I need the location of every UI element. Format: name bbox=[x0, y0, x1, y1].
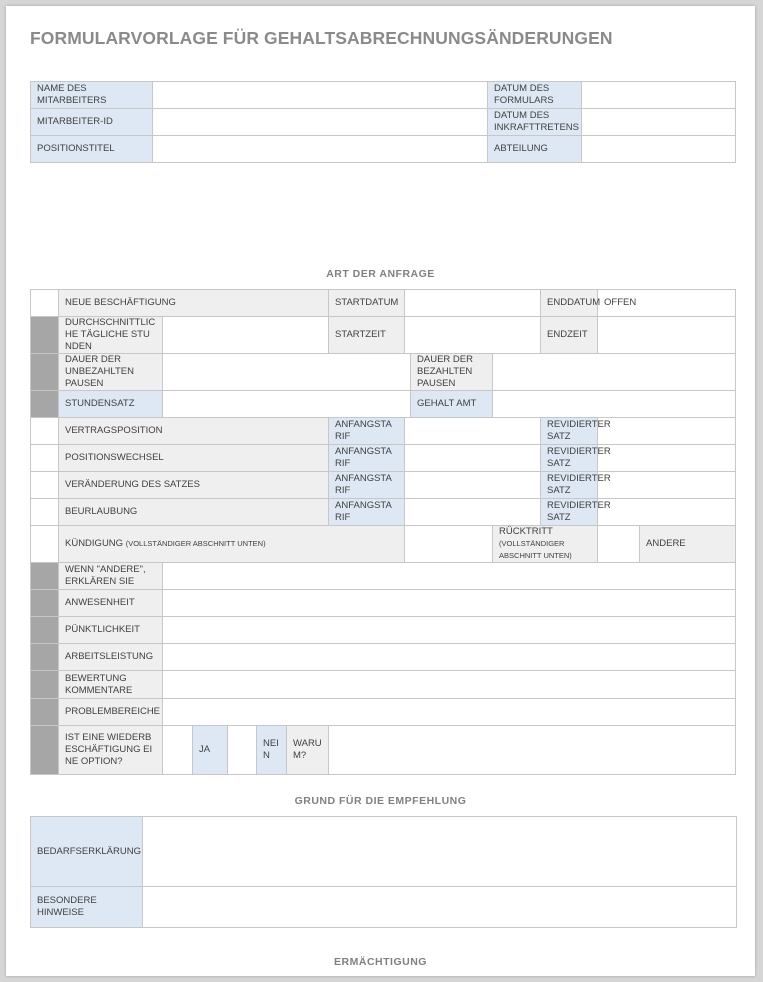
rehire-why-field[interactable] bbox=[329, 726, 735, 774]
resignation-label bbox=[493, 526, 598, 563]
rate-change-initial-rate-field[interactable] bbox=[405, 472, 541, 499]
row-marker bbox=[31, 726, 59, 775]
start-date-label: STARTDATUM bbox=[329, 290, 405, 317]
employee-id-field[interactable] bbox=[153, 109, 488, 136]
row-marker bbox=[31, 699, 59, 726]
form-date-label: DATUM DES FORMULARS bbox=[488, 82, 582, 109]
contract-position-checkbox[interactable] bbox=[31, 418, 59, 445]
rate-change-revised-rate-field[interactable] bbox=[598, 472, 736, 499]
attendance-label: ANWESENHEIT bbox=[59, 590, 163, 617]
initial-rate-label: ANFANGSTARIF bbox=[329, 499, 405, 526]
position-change-initial-rate-field[interactable] bbox=[405, 445, 541, 472]
salary-office-label: GEHALT AMT bbox=[411, 391, 493, 418]
leave-revised-rate-field[interactable] bbox=[598, 499, 736, 526]
needs-statement-label: BEDARFSERKLÄRUNG bbox=[31, 817, 143, 887]
open-option[interactable]: OFFEN bbox=[598, 290, 736, 317]
initial-rate-label: ANFANGSTARIF bbox=[329, 418, 405, 445]
department-field[interactable] bbox=[582, 136, 736, 163]
special-notes-label: BESONDERE HINWEISE bbox=[31, 887, 143, 928]
rehire-yes-label: JA bbox=[193, 726, 228, 774]
termination-note: (VOLLSTÄNDIGER ABSCHNITT UNTEN) bbox=[125, 539, 266, 548]
if-other-field[interactable] bbox=[163, 563, 736, 590]
termination-checkbox[interactable] bbox=[31, 526, 59, 563]
revised-rate-label: REVIDIERTER SATZ bbox=[541, 445, 598, 472]
rate-change-label: VERÄNDERUNG DES SATZES bbox=[59, 472, 329, 499]
revised-rate-label: REVIDIERTER SATZ bbox=[541, 499, 598, 526]
employee-name-label: NAME DES MITARBEITERS bbox=[31, 82, 153, 109]
end-time-field[interactable] bbox=[598, 317, 736, 354]
rehire-no-label: NEIN bbox=[257, 726, 287, 774]
initial-rate-label: ANFANGSTARIF bbox=[329, 445, 405, 472]
hourly-rate-field[interactable] bbox=[163, 391, 411, 418]
unpaid-breaks-field[interactable] bbox=[163, 354, 411, 391]
attendance-field[interactable] bbox=[163, 590, 736, 617]
rehire-option-group bbox=[163, 726, 735, 774]
leave-checkbox[interactable] bbox=[31, 499, 59, 526]
termination-label bbox=[59, 526, 405, 563]
position-change-label: POSITIONSWECHSEL bbox=[59, 445, 329, 472]
punctuality-field[interactable] bbox=[163, 617, 736, 644]
row-marker bbox=[31, 617, 59, 644]
form-date-field[interactable] bbox=[582, 82, 736, 109]
termination-text: KÜNDIGUNG bbox=[65, 538, 124, 549]
end-date-label: ENDDATUM bbox=[541, 290, 598, 317]
recommendation-reason-table bbox=[30, 816, 737, 928]
request-type-heading: ART DER ANFRAGE bbox=[326, 268, 435, 280]
row-marker bbox=[31, 563, 59, 590]
resignation-checkbox[interactable] bbox=[405, 526, 493, 563]
avg-daily-hours-field[interactable] bbox=[163, 317, 329, 354]
rehire-why-label: WARUM? bbox=[287, 726, 329, 774]
rehire-no-checkbox[interactable] bbox=[228, 726, 257, 774]
unpaid-breaks-label: DAUER DER UNBEZAHLTEN PAUSEN bbox=[59, 354, 163, 391]
effective-date-label: DATUM DES INKRAFTTRETENS bbox=[488, 109, 582, 136]
initial-rate-label: ANFANGSTARIF bbox=[329, 472, 405, 499]
avg-daily-hours-label: DURCHSCHNITTLICHE TÄGLICHE STUNDEN bbox=[59, 317, 163, 354]
row-marker bbox=[31, 391, 59, 418]
leave-initial-rate-field[interactable] bbox=[405, 499, 541, 526]
recommendation-reason-heading: GRUND FÜR DIE EMPFEHLUNG bbox=[294, 795, 467, 807]
employee-name-field[interactable] bbox=[153, 82, 488, 109]
leave-label: BEURLAUBUNG bbox=[59, 499, 329, 526]
resignation-note: (VOLLSTÄNDIGER ABSCHNITT UNTEN) bbox=[499, 539, 572, 560]
paid-breaks-label: DAUER DER BEZAHLTEN PAUSEN bbox=[411, 354, 493, 391]
other-checkbox[interactable] bbox=[598, 526, 640, 563]
if-other-label: WENN "ANDERE", ERKLÄREN SIE bbox=[59, 563, 163, 590]
end-time-label: ENDZEIT bbox=[541, 317, 598, 354]
request-type-table bbox=[30, 289, 736, 775]
row-marker bbox=[31, 590, 59, 617]
authorization-heading: ERMÄCHTIGUNG bbox=[334, 956, 427, 968]
row-marker bbox=[31, 644, 59, 671]
paid-breaks-field[interactable] bbox=[493, 354, 736, 391]
employee-id-label: MITARBEITER-ID bbox=[31, 109, 153, 136]
position-title-label: POSITIONSTITEL bbox=[31, 136, 153, 163]
work-performance-field[interactable] bbox=[163, 644, 736, 671]
rehire-option-label: IST EINE WIEDERBESCHÄFTIGUNG EINE OPTION? bbox=[59, 726, 163, 775]
revised-rate-label: REVIDIERTER SATZ bbox=[541, 418, 598, 445]
evaluation-comments-field[interactable] bbox=[163, 671, 736, 699]
row-marker bbox=[31, 317, 59, 354]
contract-initial-rate-field[interactable] bbox=[405, 418, 541, 445]
start-time-field[interactable] bbox=[405, 317, 541, 354]
hourly-rate-label: STUNDENSATZ bbox=[59, 391, 163, 418]
department-label: ABTEILUNG bbox=[488, 136, 582, 163]
work-performance-label: ARBEITSLEISTUNG bbox=[59, 644, 163, 671]
resignation-text: RÜCKTRITT bbox=[499, 526, 553, 537]
position-change-revised-rate-field[interactable] bbox=[598, 445, 736, 472]
effective-date-field[interactable] bbox=[582, 109, 736, 136]
start-time-label: STARTZEIT bbox=[329, 317, 405, 354]
rehire-option-cell bbox=[163, 726, 736, 775]
position-change-checkbox[interactable] bbox=[31, 445, 59, 472]
needs-statement-field[interactable] bbox=[143, 817, 737, 887]
evaluation-comments-label: BEWERTUNG KOMMENTARE bbox=[59, 671, 163, 699]
employee-info-table bbox=[30, 81, 736, 163]
rehire-yes-checkbox[interactable] bbox=[163, 726, 193, 774]
revised-rate-label: REVIDIERTER SATZ bbox=[541, 472, 598, 499]
contract-revised-rate-field[interactable] bbox=[598, 418, 736, 445]
new-employment-checkbox[interactable] bbox=[31, 290, 59, 317]
salary-office-field[interactable] bbox=[493, 391, 736, 418]
form-page bbox=[6, 6, 755, 976]
contract-position-label: VERTRAGSPOSITION bbox=[59, 418, 329, 445]
row-marker bbox=[31, 354, 59, 391]
row-marker bbox=[31, 671, 59, 699]
rate-change-checkbox[interactable] bbox=[31, 472, 59, 499]
special-notes-field[interactable] bbox=[143, 887, 737, 928]
new-employment-label: NEUE BESCHÄFTIGUNG bbox=[59, 290, 329, 317]
punctuality-label: PÜNKTLICHKEIT bbox=[59, 617, 163, 644]
start-date-field[interactable] bbox=[405, 290, 541, 317]
other-label: ANDERE bbox=[640, 526, 736, 563]
position-title-field[interactable] bbox=[153, 136, 488, 163]
page-title: FORMULARVORLAGE FÜR GEHALTSABRECHNUNGSÄNDERUNGEN bbox=[30, 28, 613, 48]
problem-areas-field[interactable] bbox=[163, 699, 736, 726]
problem-areas-label: PROBLEMBEREICHE bbox=[59, 699, 163, 726]
